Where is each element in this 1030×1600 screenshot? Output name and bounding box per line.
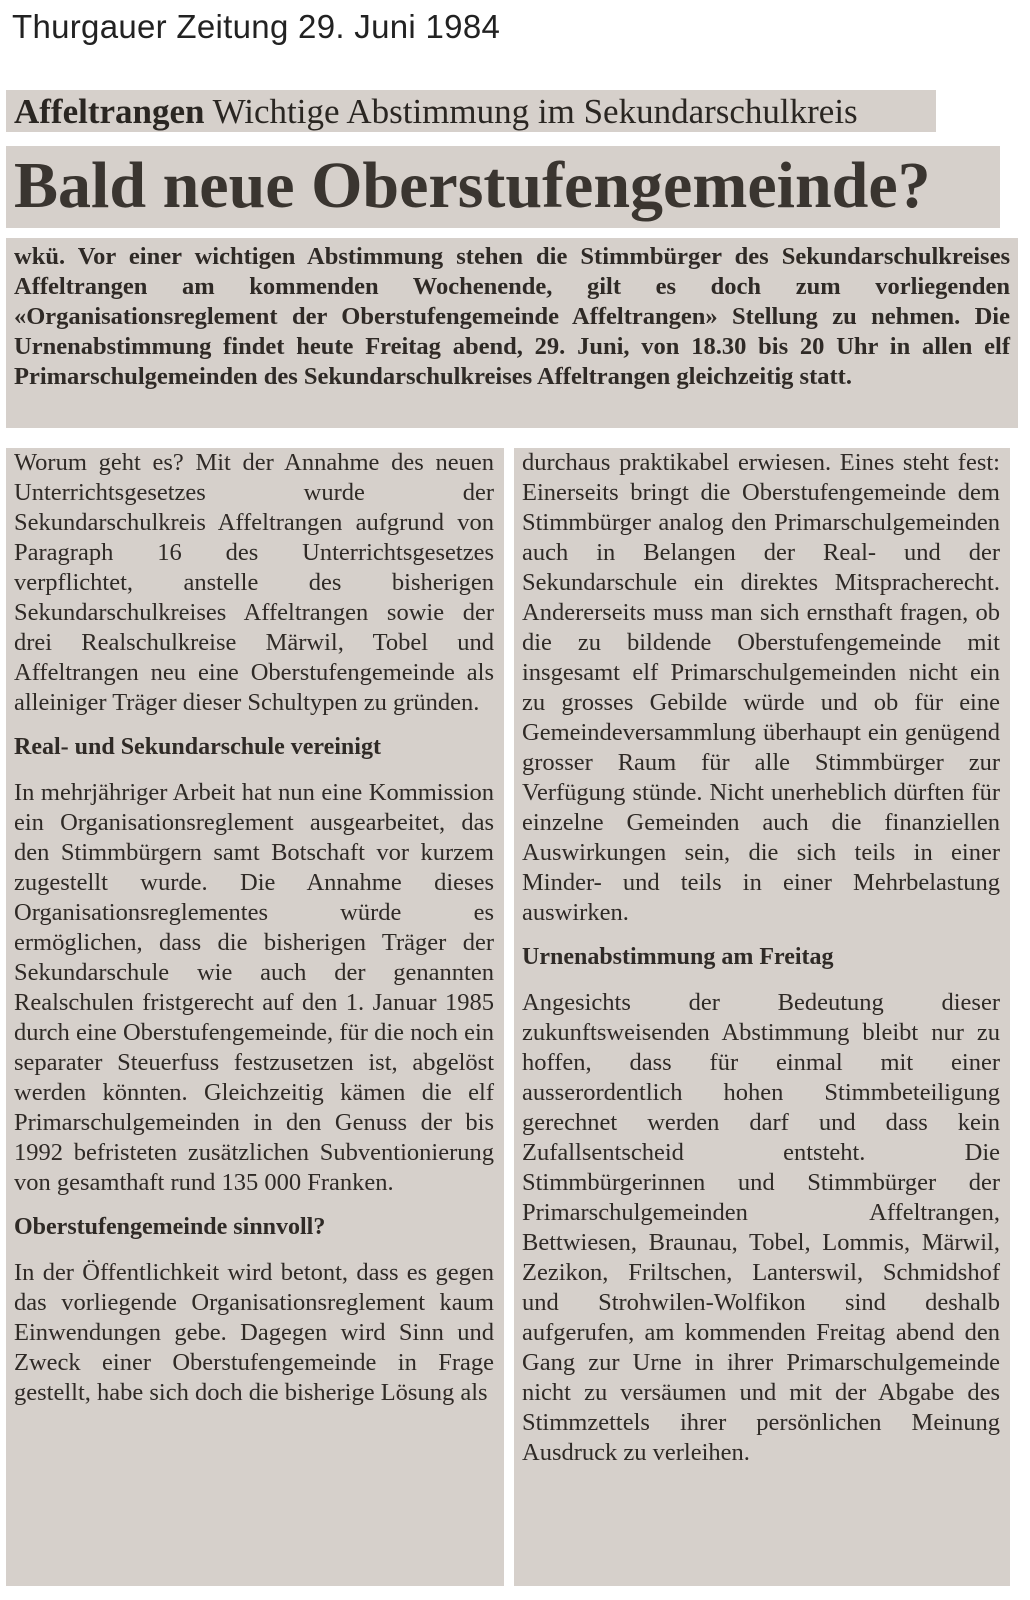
- kicker-text: Wichtige Abstimmung im Sekundarschulkreis: [212, 92, 858, 131]
- headline: Bald neue Oberstufengemeinde?: [6, 146, 1000, 228]
- lead-paragraph: wkü. Vor einer wichtigen Abstimmung stehen die Stimmbürger des Sekundarschulkreises Affeltrangen am kommenden Wochenende, gilt es doch zum vorliegenden «Organisationsreglement der Oberstufengemeinde Affeltrangen» Stellung zu nehmen. Die Urnenabstimmung findet heute Freitag abend, 29. Juni, von 18.30 bis 20 Uhr in allen elf Primarschulgemeinden des Sekundarschulkreises Affeltrangen gleichzeitig statt.: [6, 238, 1018, 428]
- source-caption: Thurgauer Zeitung 29. Juni 1984: [12, 8, 501, 45]
- column2-paragraph-2: Angesichts der Bedeutung dieser zukunftsweisenden Abstimmung bleibt nur zu hoffen, dass für einmal mit einer ausserordentlich hohen Stimmbeteiligung gerechnet werden darf und dass kein Zufallsentscheid entsteht. Die Stimmbürgerinnen und Stimmbürger der Primarschulgemeinden Affeltrangen, Bettwiesen, Braunau, Tobel, Lommis, Märwil, Zezikon, Friltschen, Lanterswil, Schmidshof und Strohwilen-Wolfikon sind deshalb aufgerufen, am kommenden Freitag abend den Gang zur Urne in ihrer Primarschulgemeinde nicht zu versäumen und mit der Abgabe des Stimmzettels ihrer persönlichen Meinung Ausdruck zu verleihen.: [522, 989, 1000, 1466]
- subheading-real-sekundarschule: Real- und Sekundarschule vereinigt: [14, 734, 381, 760]
- column2-paragraph-1: durchaus praktikabel erwiesen. Eines steht fest: Einerseits bringt die Oberstufengemeinde dem Stimmbürger analog den Primarschulgemeinden auch in Belangen der Real- und der Sekundarschule ein direktes Mitspracherecht. Andererseits muss man sich ernsthaft fragen, ob die zu bildende Oberstufengemeinde mit insgesamt elf Primarschulgemeinden nicht ein zu grosses Gebilde würde und ob für eine Gemeindeversammlung überhaupt ein genügend grosser Raum für alle Stimmbürger zur Verfügung stünde. Nicht unerheblich dürften für einzelne Gemeinden auch die finanziellen Auswirkungen sein, die sich teils in einer Minder- und teils in einer Mehrbelastung auswirken.: [522, 449, 1000, 926]
- subheading-oberstufengemeinde: Oberstufengemeinde sinnvoll?: [14, 1214, 326, 1240]
- column1-paragraph-1: Worum geht es? Mit der Annahme des neuen Unterrichtsgesetzes wurde der Sekundarschulkreis Affeltrangen aufgrund von Paragraph 16 des Unterrichtsgesetzes verpflichtet, anstelle des bisherigen Sekundarschulkreises Affeltrangen sowie der drei Realschulkreise Märwil, Tobel und Affeltrangen neu eine Oberstufengemeinde als alleiniger Träger dieser Schultypen zu gründen.: [14, 449, 494, 716]
- column1-paragraph-3: In der Öffentlichkeit wird betont, dass es gegen das vorliegende Organisationsreglement kaum Einwendungen gebe. Dagegen wird Sinn und Zweck einer Oberstufengemeinde in Frage gestellt, habe sich doch die bisherige Lösung als: [14, 1259, 494, 1406]
- kicker-line: [6, 90, 936, 132]
- article-column-1: [6, 448, 504, 1586]
- column1-paragraph-2: In mehrjähriger Arbeit hat nun eine Kommission ein Organisationsreglement ausgearbeitet, das den Stimmbürgern samt Botschaft vor kurzem zugestellt wurde. Die Annahme dieses Organisationsreglementes würde es ermöglichen, dass die bisherigen Träger der Sekundarschule wie auch der genannten Realschulen fristgerecht auf den 1. Januar 1985 durch eine Oberstufengemeinde, für die noch ein separater Steuerfuss festzusetzen ist, abgelöst werden könnten. Gleichzeitig kämen die elf Primarschulgemeinden in den Genuss der bis 1992 befristeten zusätzlichen Subventionierung von gesamthaft rund 135 000 Franken.: [14, 779, 494, 1196]
- subheading-urnenabstimmung: Urnenabstimmung am Freitag: [522, 944, 834, 970]
- kicker-place: Affeltrangen: [14, 92, 205, 131]
- article-column-2: [514, 448, 1010, 1586]
